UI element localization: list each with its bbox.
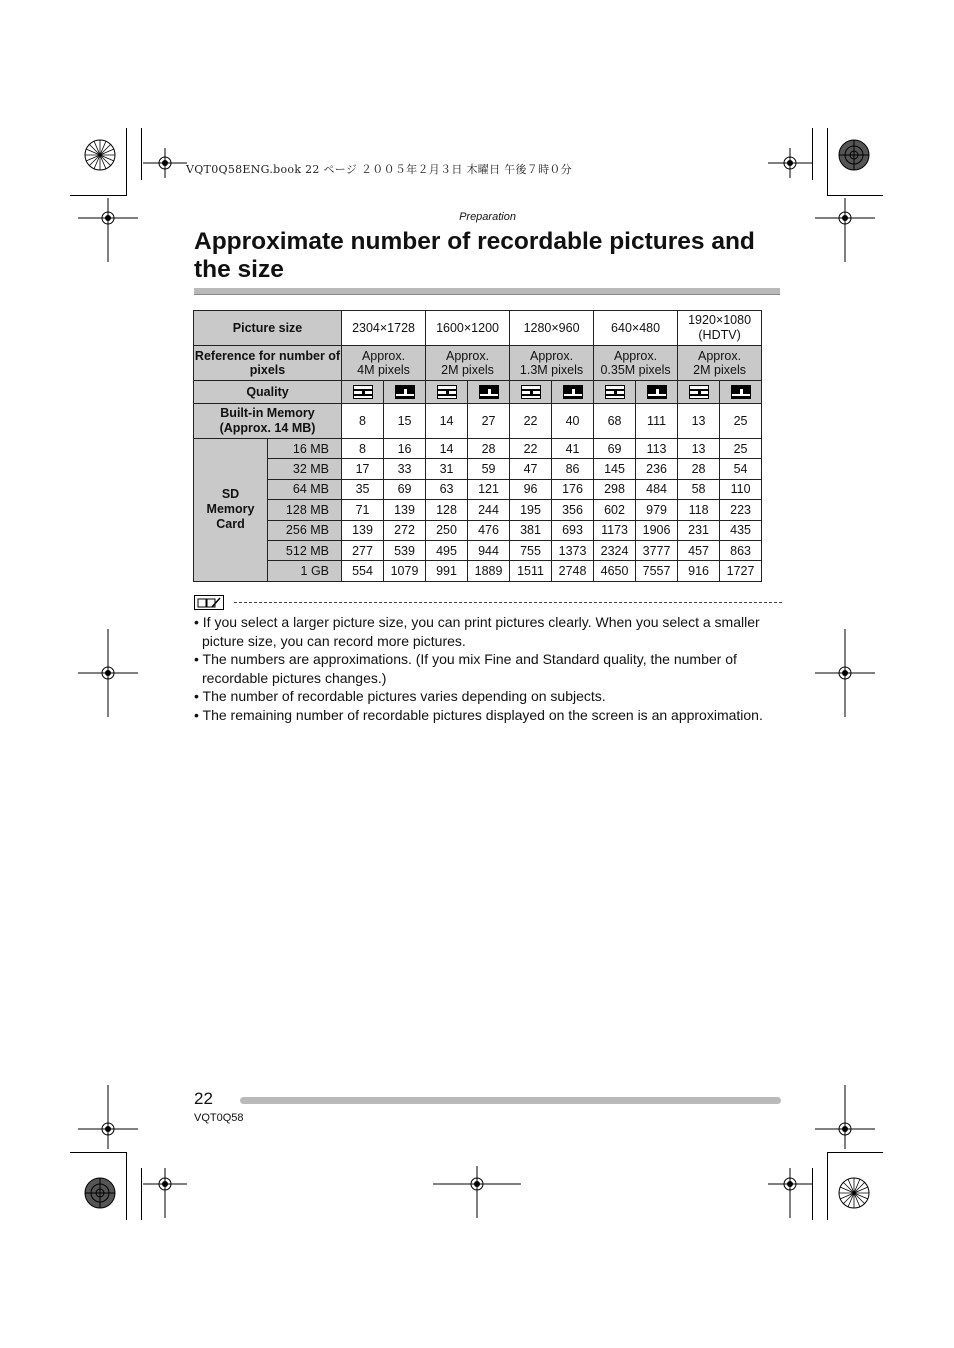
table-cell: 944 — [468, 540, 510, 560]
table-cell: 250 — [426, 520, 468, 540]
table-cell: 7557 — [636, 561, 678, 581]
table-cell: 27 — [468, 404, 510, 439]
sd-card-row — [194, 540, 762, 560]
crosshair-icon — [815, 629, 875, 717]
table-cell: 1889 — [468, 561, 510, 581]
table-cell: 495 — [426, 540, 468, 560]
picture-size-row — [194, 311, 762, 346]
list-item: • The numbers are approximations. (If you mix Fine and Standard quality, the number of recordable pictures changes.) — [194, 651, 737, 686]
memo-pencil-icon — [194, 595, 224, 610]
note-text: The number of recordable pictures varies depending on subjects. — [202, 688, 606, 705]
crosshair-icon — [78, 1085, 138, 1149]
table-cell: 381 — [510, 520, 552, 540]
quality-cell — [510, 381, 552, 404]
table-cell: 1373 — [552, 540, 594, 560]
list-item: • The remaining number of recordable pictures displayed on the screen is an approximation. — [194, 707, 763, 724]
builtin-label-line1: Built-in Memory — [220, 406, 315, 420]
crosshair-icon — [815, 198, 875, 262]
builtin-label-line2: (Approx. 14 MB) — [219, 421, 316, 435]
table-cell: 14 — [426, 404, 468, 439]
list-item: • The number of recordable pictures varies depending on subjects. — [194, 688, 606, 705]
table-cell: 14 — [426, 439, 468, 459]
sd-card-row — [194, 500, 762, 520]
table-cell: 298 — [594, 479, 636, 499]
table-cell: 2748 — [552, 561, 594, 581]
sd-card-row — [194, 479, 762, 499]
table-cell: 277 — [342, 540, 384, 560]
table-cell: 602 — [594, 500, 636, 520]
table-cell: 244 — [468, 500, 510, 520]
page-code: VQT0Q58 — [194, 1112, 244, 1124]
crosshair-icon — [143, 148, 187, 178]
crosshair-icon — [768, 1168, 812, 1218]
table-cell: 68 — [594, 404, 636, 439]
table-cell: 28 — [678, 459, 720, 479]
reference-cell — [426, 346, 510, 381]
table-cell: 693 — [552, 520, 594, 540]
reference-cell — [678, 346, 762, 381]
approx-word: Approx. — [361, 349, 406, 363]
table-cell: 755 — [510, 540, 552, 560]
card-size-label: 512 MB — [268, 540, 342, 560]
table-cell: 22 — [510, 439, 552, 459]
table-cell: 35 — [342, 479, 384, 499]
table-cell: 47 — [510, 459, 552, 479]
sd-card-row — [194, 561, 762, 581]
page-title: Approximate number of recordable pictures and the size — [194, 228, 755, 283]
picture-size-cell: 1280×960 — [510, 311, 594, 346]
quality-cell — [342, 381, 384, 404]
table-cell: 59 — [468, 459, 510, 479]
page-number: 22 — [194, 1089, 213, 1108]
fine-quality-icon — [689, 385, 709, 399]
table-cell: 128 — [426, 500, 468, 520]
table-cell: 31 — [426, 459, 468, 479]
table-cell: 58 — [678, 479, 720, 499]
table-cell: 28 — [468, 439, 510, 459]
quality-row — [194, 381, 762, 404]
quality-cell — [552, 381, 594, 404]
card-size-label: 256 MB — [268, 520, 342, 540]
registration-target-icon — [838, 1177, 870, 1209]
table-cell: 1079 — [384, 561, 426, 581]
reference-value: 2M pixels — [693, 363, 746, 377]
table-cell: 979 — [636, 500, 678, 520]
standard-quality-icon — [647, 385, 667, 399]
table-cell: 8 — [342, 404, 384, 439]
quality-cell — [384, 381, 426, 404]
reference-cell — [594, 346, 678, 381]
note-text: If you select a larger picture size, you can print pictures clearly. When you select a smaller picture size, you can record more pictures. — [202, 614, 760, 649]
table-cell: 484 — [636, 479, 678, 499]
table-cell: 2324 — [594, 540, 636, 560]
table-cell: 69 — [384, 479, 426, 499]
recordable-pictures-table — [193, 310, 762, 582]
approx-word: Approx. — [698, 349, 742, 363]
table-cell: 476 — [468, 520, 510, 540]
fine-quality-icon — [353, 385, 373, 399]
reference-cell — [510, 346, 594, 381]
reference-value: 0.35M pixels — [600, 363, 671, 377]
quality-cell — [426, 381, 468, 404]
picture-size-cell: 1600×1200 — [426, 311, 510, 346]
reference-value: 2M pixels — [441, 363, 494, 377]
table-cell: 916 — [678, 561, 720, 581]
table-cell: 539 — [384, 540, 426, 560]
notes-divider — [234, 602, 782, 603]
table-cell: 113 — [636, 439, 678, 459]
crosshair-icon — [433, 1166, 521, 1218]
table-cell: 272 — [384, 520, 426, 540]
registration-target-icon — [84, 1177, 116, 1209]
table-cell: 356 — [552, 500, 594, 520]
standard-quality-icon — [479, 385, 499, 399]
table-cell: 121 — [468, 479, 510, 499]
table-cell: 15 — [384, 404, 426, 439]
quality-header: Quality — [194, 381, 342, 404]
crosshair-icon — [768, 148, 812, 178]
quality-cell — [720, 381, 762, 404]
size-hdtv-line1: 1920×1080 — [688, 313, 752, 327]
crosshair-icon — [143, 1168, 187, 1218]
print-header: VQT0Q58ENG.book 22 ページ ２００５年２月３日 木曜日 午後７時０分 — [186, 163, 572, 176]
quality-cell — [468, 381, 510, 404]
approx-word: Approx. — [530, 349, 574, 363]
table-cell: 3777 — [636, 540, 678, 560]
table-cell: 54 — [720, 459, 762, 479]
approx-word: Approx. — [445, 349, 490, 363]
picture-size-cell: 640×480 — [594, 311, 678, 346]
table-cell: 118 — [678, 500, 720, 520]
table-cell: 40 — [552, 404, 594, 439]
table-cell: 457 — [678, 540, 720, 560]
table-cell: 223 — [720, 500, 762, 520]
table-cell: 139 — [342, 520, 384, 540]
table-cell: 13 — [678, 404, 720, 439]
list-item: • If you select a larger picture size, you can print pictures clearly. When you select a smaller picture size, you can record more pictures. — [194, 614, 760, 649]
table-cell: 1511 — [510, 561, 552, 581]
builtin-memory-row — [194, 404, 762, 439]
table-cell: 145 — [594, 459, 636, 479]
picture-size-cell — [678, 311, 762, 346]
table-cell: 1173 — [594, 520, 636, 540]
builtin-memory-header — [194, 404, 342, 439]
table-cell: 22 — [510, 404, 552, 439]
note-text: The remaining number of recordable pictures displayed on the screen is an approximation. — [202, 707, 763, 724]
table-cell: 195 — [510, 500, 552, 520]
sd-card-row — [194, 439, 762, 459]
table-cell: 69 — [594, 439, 636, 459]
table-cell: 86 — [552, 459, 594, 479]
card-size-label: 64 MB — [268, 479, 342, 499]
table-cell: 8 — [342, 439, 384, 459]
table-cell: 139 — [384, 500, 426, 520]
notes-list — [194, 613, 774, 725]
table-cell: 41 — [552, 439, 594, 459]
table-cell: 25 — [720, 439, 762, 459]
quality-cell — [594, 381, 636, 404]
sd-memory-card-header — [194, 439, 268, 582]
table-cell: 96 — [510, 479, 552, 499]
card-size-label: 1 GB — [268, 561, 342, 581]
standard-quality-icon — [563, 385, 583, 399]
table-cell: 236 — [636, 459, 678, 479]
standard-quality-icon — [395, 385, 415, 399]
reference-cell — [342, 346, 426, 381]
reference-value: 4M pixels — [357, 363, 410, 377]
quality-cell — [678, 381, 720, 404]
registration-target-icon — [838, 139, 870, 171]
table-cell: 1906 — [636, 520, 678, 540]
registration-target-icon — [84, 139, 116, 171]
fine-quality-icon — [521, 385, 541, 399]
table-cell: 25 — [720, 404, 762, 439]
table-cell: 176 — [552, 479, 594, 499]
picture-size-cell: 2304×1728 — [342, 311, 426, 346]
sd-card-row — [194, 520, 762, 540]
card-size-label: 128 MB — [268, 500, 342, 520]
standard-quality-icon — [731, 385, 751, 399]
note-text: The numbers are approximations. (If you mix Fine and Standard quality, the number of recordable pictures changes.) — [202, 651, 737, 686]
quality-cell — [636, 381, 678, 404]
reference-header: Reference for number of pixels — [194, 346, 342, 381]
card-size-label: 16 MB — [268, 439, 342, 459]
crosshair-icon — [815, 1085, 875, 1149]
table-cell: 991 — [426, 561, 468, 581]
table-cell: 71 — [342, 500, 384, 520]
sd-card-row — [194, 459, 762, 479]
sd-label-line: Memory — [206, 502, 255, 517]
title-underline — [194, 288, 780, 295]
table-cell: 63 — [426, 479, 468, 499]
approx-word: Approx. — [614, 349, 658, 363]
table-cell: 863 — [720, 540, 762, 560]
table-cell: 13 — [678, 439, 720, 459]
table-cell: 554 — [342, 561, 384, 581]
fine-quality-icon — [437, 385, 457, 399]
reference-row — [194, 346, 762, 381]
table-cell: 111 — [636, 404, 678, 439]
table-cell: 33 — [384, 459, 426, 479]
size-hdtv-line2: (HDTV) — [698, 328, 741, 342]
table-cell: 110 — [720, 479, 762, 499]
sd-label-line: Card — [216, 517, 245, 532]
table-cell: 231 — [678, 520, 720, 540]
section-label: Preparation — [459, 211, 516, 223]
table-cell: 4650 — [594, 561, 636, 581]
table-cell: 16 — [384, 439, 426, 459]
footer-rule — [240, 1097, 781, 1104]
reference-value: 1.3M pixels — [519, 363, 584, 377]
sd-label-line: SD — [221, 487, 240, 502]
table-cell: 435 — [720, 520, 762, 540]
crosshair-icon — [78, 198, 138, 262]
card-size-label: 32 MB — [268, 459, 342, 479]
table-cell: 17 — [342, 459, 384, 479]
table-cell: 1727 — [720, 561, 762, 581]
crosshair-icon — [78, 629, 138, 717]
fine-quality-icon — [605, 385, 625, 399]
picture-size-header: Picture size — [194, 311, 342, 346]
